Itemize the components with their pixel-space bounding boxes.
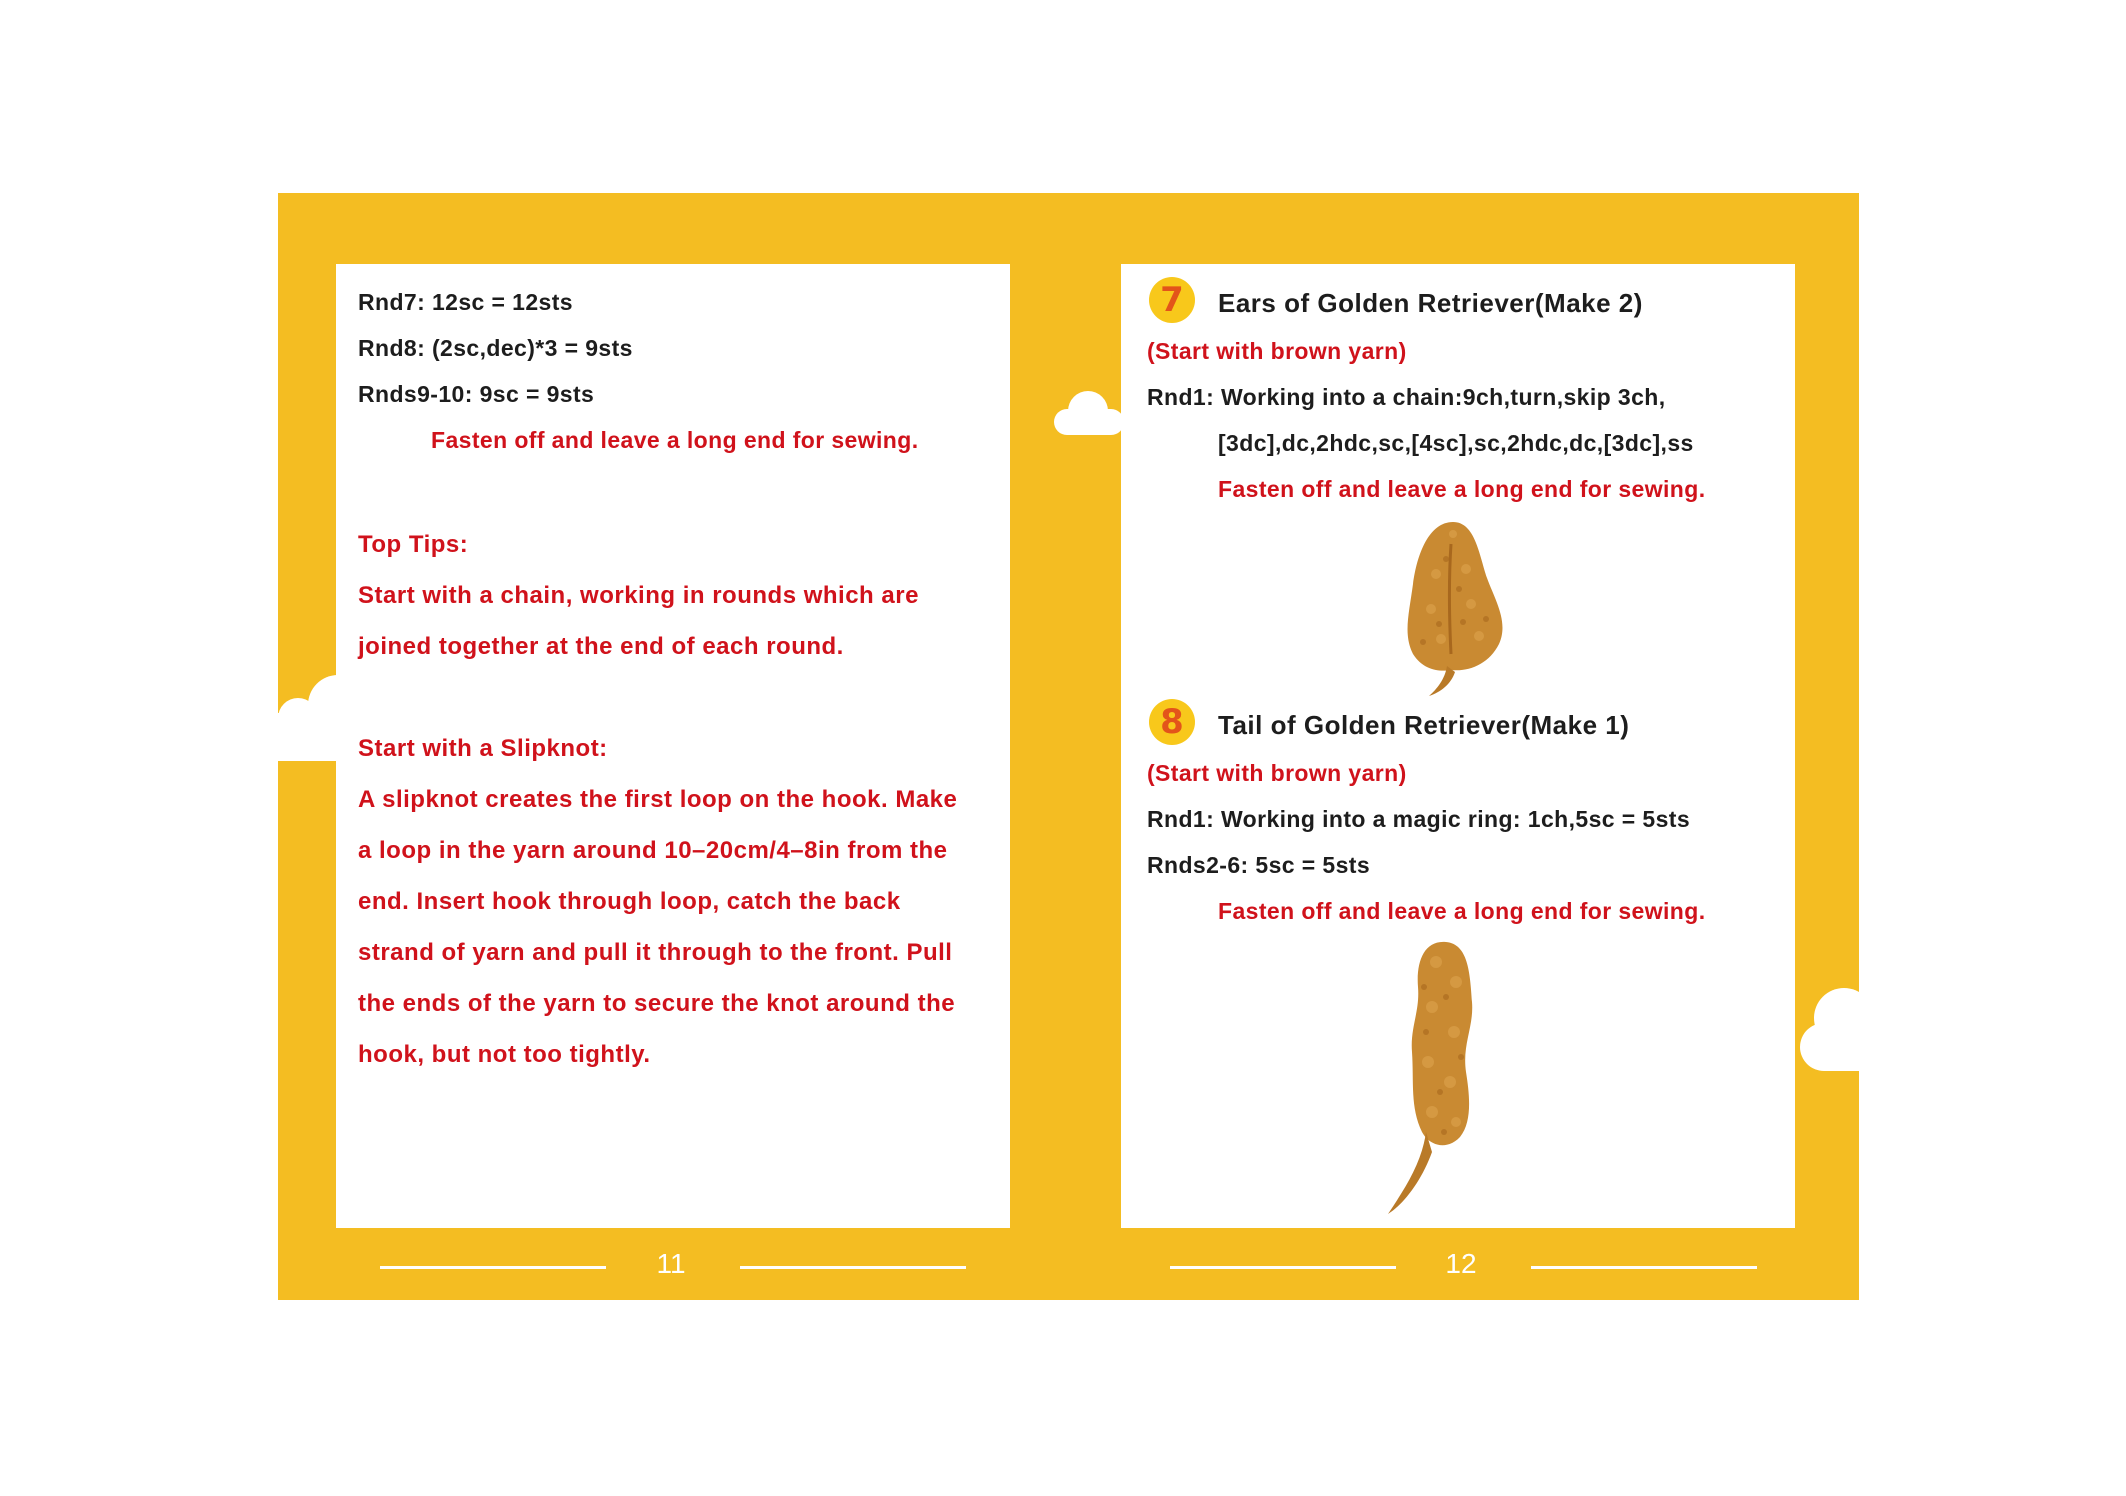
booklet-spread — [278, 193, 1859, 1300]
slipknot-line: strand of yarn and pull it through to the front. Pull — [358, 939, 953, 966]
tip-line: Start with a chain, working in rounds which are — [358, 582, 919, 609]
tail-heading: Tail of Golden Retriever(Make 1) — [1218, 710, 1630, 740]
round-line: Rnds9-10: 9sc = 9sts — [358, 381, 595, 407]
round-line: Rnds2-6: 5sc = 5sts — [1147, 852, 1371, 878]
tip-line: joined together at the end of each round. — [358, 633, 844, 660]
fasten-note: Fasten off and leave a long end for sewing. — [1218, 476, 1706, 502]
yarn-note: (Start with brown yarn) — [1147, 760, 1407, 786]
ears-heading: Ears of Golden Retriever(Make 2) — [1218, 288, 1643, 318]
slipknot-line: end. Insert hook through loop, catch the back — [358, 888, 901, 915]
page-number: 12 — [1445, 1248, 1477, 1279]
round-line: Rnd8: (2sc,dec)*3 = 9sts — [358, 335, 633, 361]
round-line: [3dc],dc,2hdc,sc,[4sc],sc,2hdc,dc,[3dc],ss — [1218, 430, 1694, 456]
slipknot-line: hook, but not too tightly. — [358, 1041, 651, 1068]
ear-crochet-piece — [1391, 514, 1521, 699]
step-number-badge: 8 — [1149, 699, 1195, 745]
footer-rule — [1531, 1266, 1757, 1269]
fasten-note: Fasten off and leave a long end for sewing. — [1218, 898, 1706, 924]
footer-rule — [740, 1266, 966, 1269]
slipknot-line: A slipknot creates the first loop on the hook. Make — [358, 786, 958, 813]
round-line: Rnd7: 12sc = 12sts — [358, 289, 573, 315]
fasten-note: Fasten off and leave a long end for sewing. — [431, 427, 919, 453]
yarn-note: (Start with brown yarn) — [1147, 338, 1407, 364]
round-line: Rnd1: Working into a chain:9ch,turn,skip 3ch, — [1147, 384, 1666, 410]
slipknot-line: the ends of the yarn to secure the knot around the — [358, 990, 956, 1017]
tail-crochet-piece — [1366, 932, 1496, 1217]
step-number-badge: 7 — [1149, 277, 1195, 323]
round-line: Rnd1: Working into a magic ring: 1ch,5sc = 5sts — [1147, 806, 1691, 832]
slipknot-line: a loop in the yarn around 10–20cm/4–8in from the — [358, 837, 948, 864]
slipknot-title: Start with a Slipknot: — [358, 735, 608, 762]
footer-rule — [1170, 1266, 1396, 1269]
left-page — [336, 264, 1010, 1228]
right-page — [1121, 264, 1795, 1228]
page-number: 11 — [656, 1248, 686, 1279]
footer-rule — [380, 1266, 606, 1269]
top-tips-title: Top Tips: — [358, 531, 469, 558]
